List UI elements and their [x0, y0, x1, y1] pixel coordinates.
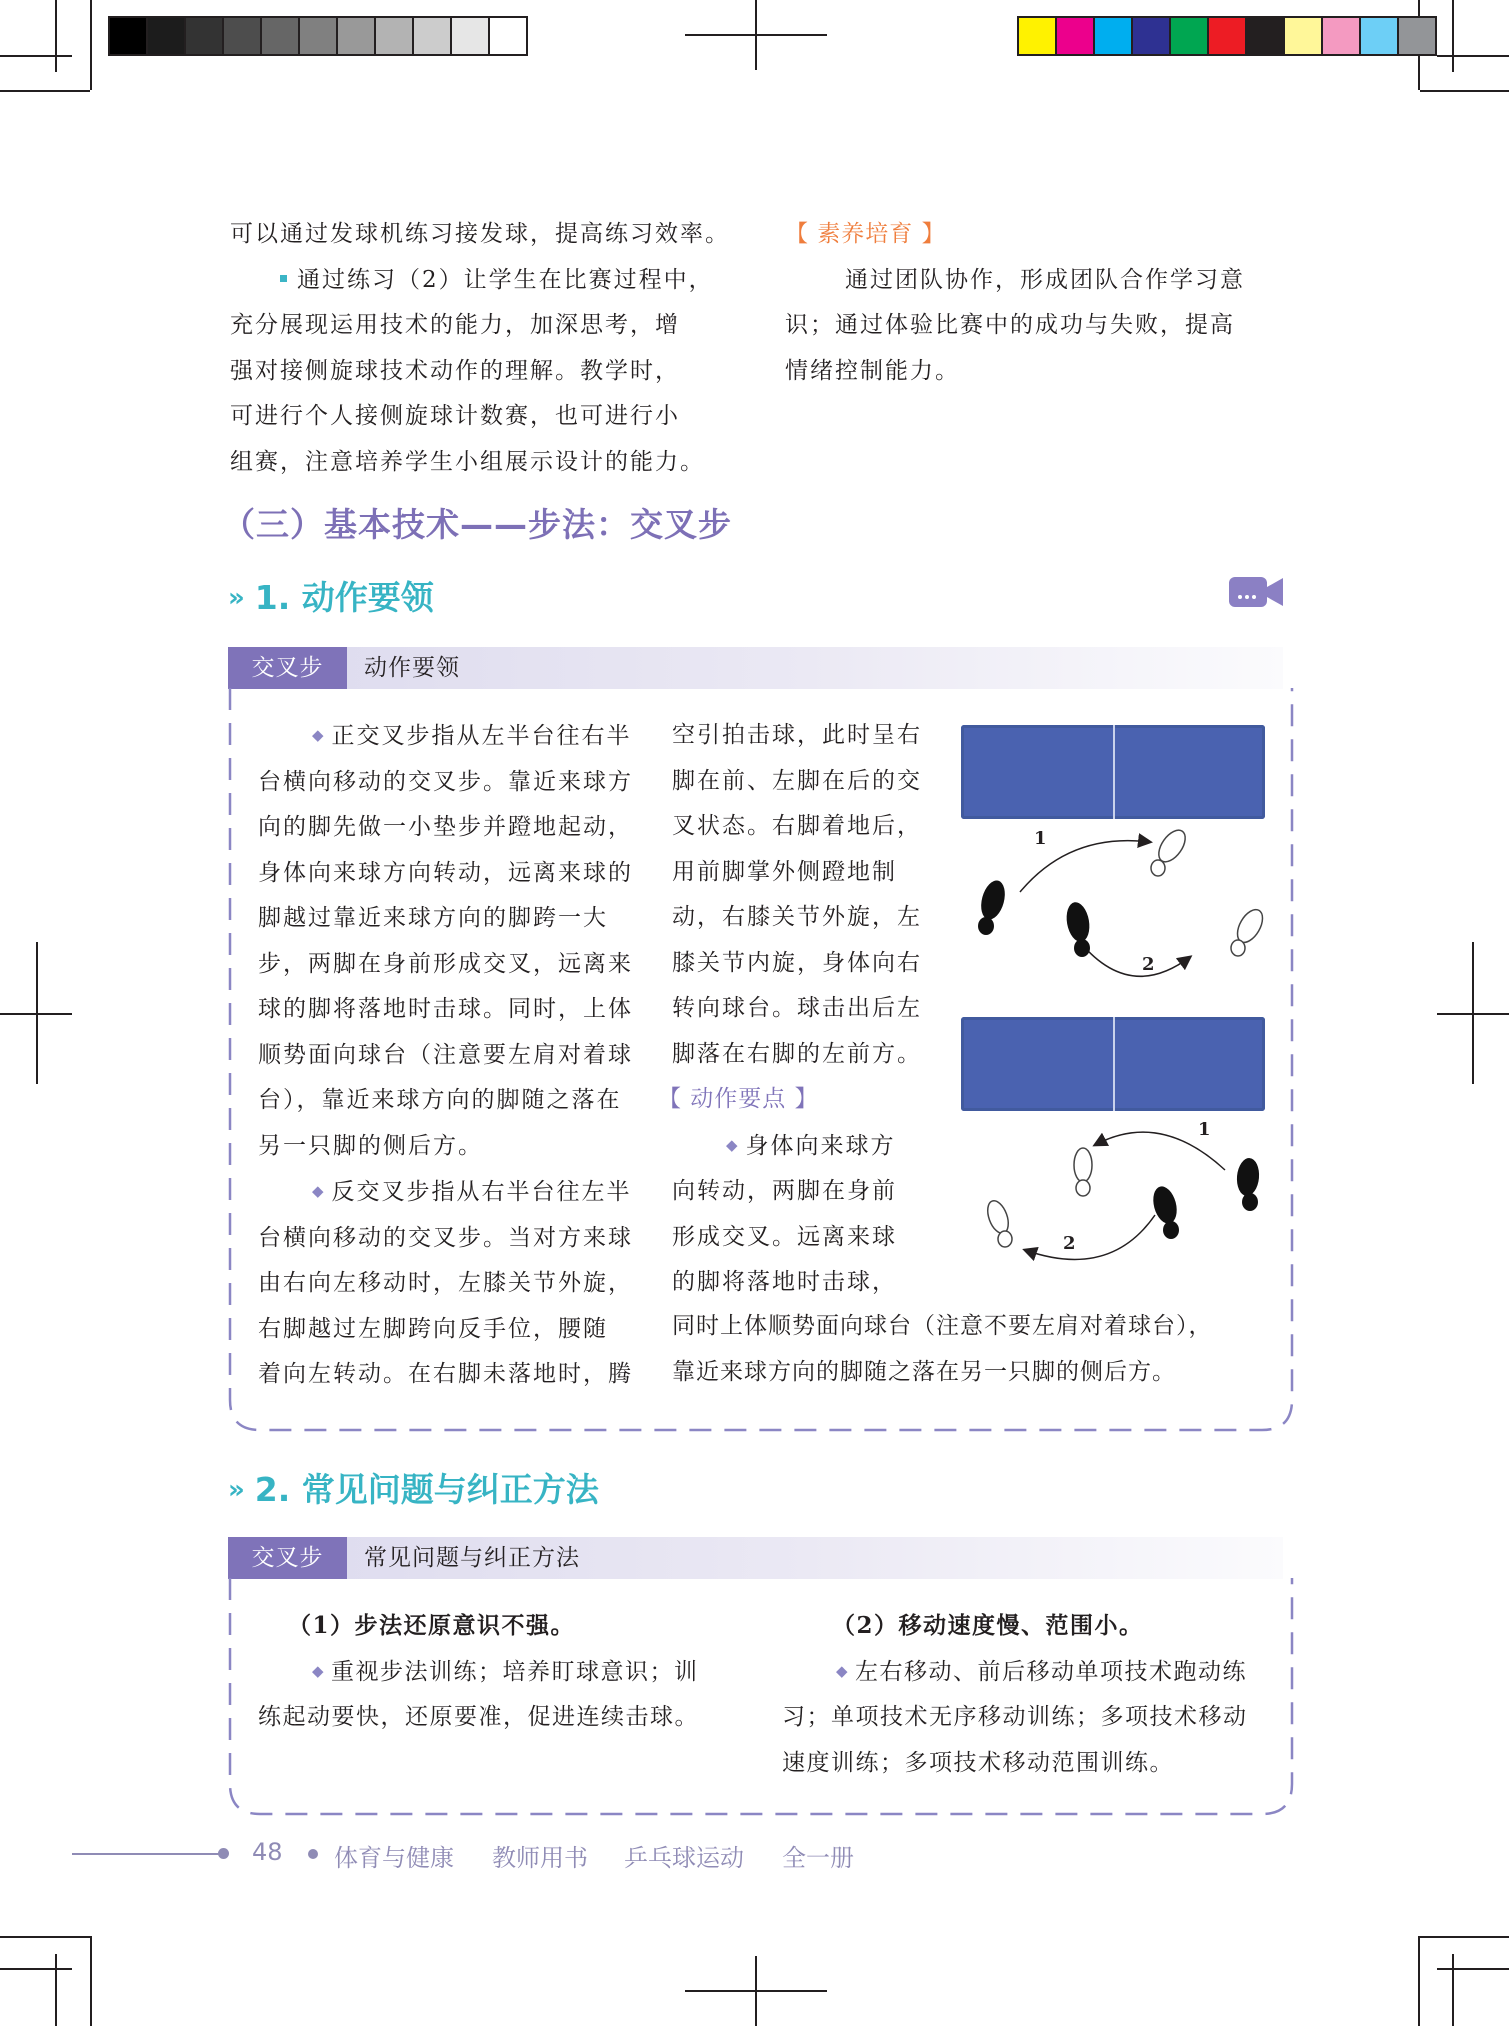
footprint-outline-icon — [1151, 826, 1191, 876]
text-line: 练起动要快，还原要准，促进连续击球。 — [258, 1704, 699, 1730]
literacy-header: 【 素养培育 】 — [785, 221, 946, 247]
text-line: 身体向来球方向转动，远离来球的 — [258, 859, 633, 886]
text-line: 脚越过靠近来球方向的脚跨一大 — [258, 905, 608, 931]
step-label-1: 1 — [1034, 828, 1047, 849]
footer-book-topic: 乒乓球运动 — [624, 1844, 744, 1872]
text-line: 的脚将落地时击球， — [672, 1269, 897, 1295]
bar-tag: 交叉步 — [228, 1537, 347, 1579]
video-camera-icon[interactable] — [1228, 575, 1284, 609]
step-label-2: 2 — [1063, 1233, 1076, 1254]
bar-title: 动作要领 — [364, 655, 460, 681]
essentials-wide-lines — [672, 1304, 1292, 1395]
subheading-action-essentials: » 1. 动作要领 — [228, 578, 434, 617]
essentials-left-column — [258, 713, 658, 1398]
text-line: 靠近来球方向的脚随之落在另一只脚的侧后方。 — [672, 1358, 1176, 1385]
text-line: 情绪控制能力。 — [785, 357, 960, 384]
text-line: 步，两脚在身前形成交叉，远离来 — [258, 950, 633, 977]
key-points-header: 【 动作要点 】 — [658, 1086, 819, 1112]
page-number: 48 — [252, 1838, 283, 1866]
gray-color-bar — [108, 16, 528, 56]
step-label-2: 2 — [1142, 954, 1155, 975]
section-title: （三）基本技术——步法：交叉步 — [222, 505, 732, 544]
problem-2 — [782, 1603, 1292, 1786]
text-line: 可进行个人接侧旋球计数赛，也可进行小 — [230, 403, 680, 429]
text-line: 台横向移动的交叉步。靠近来球方 — [258, 768, 633, 795]
text-line: 另一只脚的侧后方。 — [258, 1132, 483, 1159]
text-line: 转向球台。球击出后左 — [672, 995, 922, 1021]
text-line: ◆ 正交叉步指从左半台往右半 — [312, 723, 632, 749]
footprint-outline-icon — [1074, 1148, 1092, 1196]
diamond-bullet-icon: ◆ — [312, 726, 326, 744]
forward-crossover-diagram — [960, 822, 1270, 1002]
text-line: 着向左转动。在右脚未落地时，腾 — [258, 1361, 633, 1387]
text-line: 强对接侧旋球技术动作的理解。教学时， — [230, 357, 680, 384]
section-bar-problems — [228, 1537, 1283, 1579]
section-bar-essentials — [228, 647, 1283, 689]
text-line: 向的脚先做一小垫步并蹬地起动， — [258, 814, 633, 840]
text-line: 空引拍击球，此时呈右 — [672, 722, 922, 748]
text-line: 充分展现运用技术的能力，加深思考，增 — [230, 312, 680, 338]
text-line: 叉状态。右脚着地后， — [672, 813, 922, 839]
footer-book-volume: 全一册 — [782, 1844, 854, 1872]
text-line: ◆ 重视步法训练；培养盯球意识；训 — [312, 1658, 699, 1685]
footprint-outline-icon — [984, 1198, 1013, 1247]
chevron-right-icon: » — [228, 583, 245, 613]
footprint-icon — [1235, 1157, 1260, 1211]
text-line: 球的脚将落地时击球。同时，上体 — [258, 996, 633, 1022]
footprint-icon — [977, 878, 1009, 935]
text-line: 由右向左移动时，左膝关节外旋， — [258, 1270, 633, 1296]
text-line: 用前脚掌外侧蹬地制 — [672, 858, 897, 885]
text-line: 台横向移动的交叉步。当对方来球 — [258, 1224, 633, 1251]
footprint-icon — [1064, 900, 1093, 957]
text-line: 识；通过体验比赛中的成功与失败，提高 — [785, 312, 1235, 338]
text-line: 通过团队协作，形成团队合作学习意 — [845, 266, 1245, 293]
text-line: 形成交叉。远离来球 — [672, 1223, 897, 1250]
diamond-bullet-icon: ◆ — [312, 1661, 326, 1680]
text-line: 脚在前、左脚在后的交 — [672, 767, 922, 794]
essentials-middle-column — [658, 713, 942, 1306]
text-line: 习；单项技术无序移动训练；多项技术移动 — [782, 1704, 1248, 1730]
text-line: 组赛，注意培养学生小组展示设计的能力。 — [230, 448, 705, 475]
text-line: 可以通过发球机练习接发球，提高练习效率。 — [230, 221, 730, 247]
text-line: ◆ 身体向来球方 — [726, 1132, 896, 1159]
problem-title: （2）移动速度慢、范围小。 — [832, 1612, 1144, 1639]
text-line: 同时上体顺势面向球台（注意不要左肩对着球台）， — [672, 1313, 1213, 1339]
text-line: 速度训练；多项技术移动范围训练。 — [782, 1749, 1174, 1776]
top-left-column — [230, 212, 750, 485]
diamond-bullet-icon: ◆ — [836, 1661, 850, 1680]
footprint-outline-icon — [1231, 905, 1268, 956]
top-right-column — [785, 212, 1305, 394]
footer-book-type: 教师用书 — [492, 1844, 588, 1872]
footer-book-subject: 体育与健康 — [334, 1844, 454, 1872]
text-line: 向转动，两脚在身前 — [672, 1178, 897, 1204]
square-bullet-icon — [280, 275, 287, 282]
footer-dot — [308, 1849, 318, 1859]
diamond-bullet-icon: ◆ — [312, 1182, 326, 1200]
footprint-icon — [1149, 1184, 1180, 1239]
cmyk-color-bar — [1017, 16, 1437, 56]
bar-tag: 交叉步 — [228, 647, 347, 689]
step-label-1: 1 — [1198, 1119, 1211, 1140]
reverse-crossover-diagram — [960, 1115, 1270, 1275]
subheading-common-problems: » 2. 常见问题与纠正方法 — [228, 1470, 599, 1509]
text-line: ◆ 反交叉步指从右半台往左半 — [312, 1179, 632, 1205]
chevron-right-icon: » — [228, 1475, 245, 1505]
table-tennis-table-top — [961, 1017, 1265, 1111]
text-line: 台），靠近来球方向的脚随之落在 — [258, 1087, 622, 1113]
text-line: 动，右膝关节外旋，左 — [672, 904, 922, 930]
text-line: 脚落在右脚的左前方。 — [672, 1040, 922, 1067]
diamond-bullet-icon: ◆ — [726, 1135, 740, 1154]
problem-title: （1）步法还原意识不强。 — [288, 1612, 576, 1639]
text-line: 膝关节内旋，身体向右 — [672, 949, 922, 976]
text-line: 通过练习（2）让学生在比赛过程中， — [230, 258, 750, 304]
problem-1 — [258, 1603, 758, 1741]
text-line: ◆ 左右移动、前后移动单项技术跑动练 — [836, 1658, 1248, 1685]
table-tennis-table-top — [961, 725, 1265, 819]
footer-dot — [218, 1848, 229, 1859]
footer-rule — [72, 1853, 222, 1855]
text-line: 右脚越过左脚跨向反手位，腰随 — [258, 1315, 608, 1342]
bar-title: 常见问题与纠正方法 — [364, 1545, 580, 1571]
text-line: 顺势面向球台（注意要左肩对着球 — [258, 1041, 633, 1068]
